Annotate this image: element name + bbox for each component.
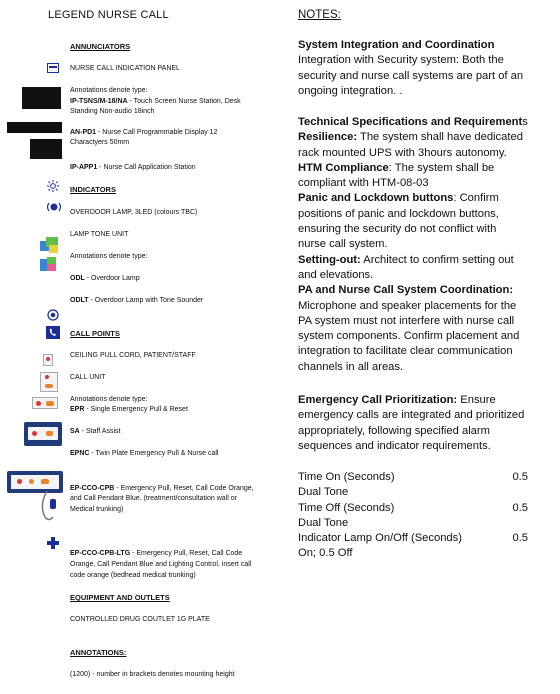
ecp-line2: emergency calls are integrated and prioritized: [298, 409, 525, 422]
ecp-line1: Emergency Call Prioritization: Ensure: [298, 394, 496, 406]
pa-line3: system components. Confirm placement and: [298, 330, 520, 343]
resilience-line2: rack mounted UPS with 3hours autonomy.: [298, 146, 507, 159]
sa-line: SA - Staff Assist: [70, 428, 121, 435]
ip-tsns-line2: Standing Non-audio 18inch: [70, 108, 155, 115]
ecp-line4: sequences and indicator requirements.: [298, 439, 491, 452]
pa-line2: PA system must not interfere with nurse call: [298, 314, 515, 327]
pa-line4: integration to facilitate clear communication: [298, 345, 513, 358]
time-off-row: [298, 501, 528, 516]
indicators-heading: INDICATORS: [70, 185, 116, 194]
panic-line2: positions of panic and lockdown buttons,: [298, 207, 499, 220]
ceiling-pull-label: CEILING PULL CORD, PATIENT/STAFF: [70, 352, 196, 359]
ep-cco-cpb-line2: and Call Pendant Blue. (treatment/consultation wall or: [70, 495, 237, 502]
ip-app1-line: IP-APP1 - Nurse Call Application Station: [70, 164, 196, 171]
ip-tsns-line: IP-TSNS/M-18/NA - Touch Screen Nurse Station, Desk: [70, 98, 241, 105]
pull-cord-icon: [43, 354, 53, 366]
sa-icon: [24, 422, 62, 446]
call-unit-icon: [40, 372, 58, 392]
phone-icon: [46, 326, 60, 339]
lamp-tone-label: LAMP TONE UNIT: [70, 231, 129, 238]
epr-line: EPR - Single Emergency Pull & Reset: [70, 406, 188, 413]
pa-line1: Microphone and speaker placements for the: [298, 299, 517, 312]
epnc-line: EPNC - Twin Plate Emergency Pull & Nurse call: [70, 450, 219, 457]
call-points-heading: CALL POINTS: [70, 329, 120, 338]
time-on-row: [298, 470, 528, 485]
display-icon: [7, 122, 62, 133]
pendant-icon: [7, 467, 63, 523]
annotations-denote-1: Annotations denote type:: [70, 87, 148, 94]
an-pd1-line2: Charactyers 50mm: [70, 139, 130, 146]
odl-icon: [40, 257, 60, 273]
touch-screen-icon: [22, 87, 61, 109]
call-unit-label: CALL UNIT: [70, 374, 106, 381]
odlt-line: ODLT - Overdoor Lamp with Tone Sounder: [70, 297, 204, 304]
time-on-value: 0.5: [512, 471, 528, 483]
htm-line1: HTM Compliance: The system shall be: [298, 161, 495, 174]
legend-title: LEGEND NURSE CALL: [48, 9, 169, 21]
system-integration-block: [298, 38, 544, 99]
epr-icon: [32, 397, 58, 409]
lamp-onoff-label: Indicator Lamp On/Off (Seconds): [298, 532, 462, 544]
setout-line1: Setting-out: Architect to confirm setting out: [298, 253, 514, 266]
nurse-panel-icon: [47, 63, 59, 73]
resilience-line1: Resilience: The system shall have dedicated: [298, 131, 523, 144]
notes-title: NOTES:: [298, 9, 341, 21]
sys-int-line2: security and nurse call systems are part of an: [298, 69, 524, 82]
annunciators-heading: ANNUNCIATORS: [70, 42, 131, 51]
emergency-call-block: [298, 393, 544, 454]
circle-icon: [47, 308, 59, 320]
technical-spec-block: [298, 115, 544, 375]
lamp-tone-icon: [40, 237, 60, 255]
panic-line4: nurse call system.: [298, 238, 388, 251]
setout-line2: and elevations.: [298, 268, 374, 281]
panic-line3: ensuring the security do not conflict with: [298, 223, 497, 236]
ep-cco-cpb-line3: Medical trunking): [70, 506, 124, 513]
drug-coutlet-label: CONTROLLED DRUG COUTLET 1G PLATE: [70, 616, 210, 623]
overdoor-lamp-label: OVERDOOR LAMP, 3LED (colours TBC): [70, 209, 198, 216]
sys-int-heading: System Integration and Coordination: [298, 39, 495, 51]
app-station-icon: [30, 139, 62, 159]
cross-icon: [47, 537, 59, 549]
dual-tone-2: Dual Tone: [298, 517, 349, 529]
an-pd1-line: AN-PD1 - Nurse Call Programmable Display 12: [70, 129, 218, 136]
sun-icon: [47, 179, 59, 191]
mounting-note: (1200) - number in brackets denotes mounting height: [70, 671, 235, 678]
ep-cco-cpb-line: EP-CCO-CPB - Emergency Pull, Reset, Call Code Orange,: [70, 485, 254, 492]
panic-line1: Panic and Lockdown buttons: Confirm: [298, 192, 499, 205]
ep-cco-cpb-ltg-line3: code orange (bedhead medical trunking): [70, 572, 196, 579]
lamp-onoff-tail: On; 0.5 Off: [298, 547, 353, 559]
sys-int-line1: Integration with Security system: Both the: [298, 54, 504, 67]
ecp-line3: appropriately, following specified alarm: [298, 424, 490, 437]
ep-cco-cpb-ltg-line2: Orange, Call Pendant Blue and Lighting Control, insert call: [70, 561, 252, 568]
time-off-label: Time Off (Seconds): [298, 502, 395, 514]
odl-line: ODL - Overdoor Lamp: [70, 275, 140, 282]
annotations-heading: ANNOTATIONS:: [70, 648, 127, 657]
pa-heading: PA and Nurse Call System Coordination:: [298, 284, 514, 297]
dual-tone-1: Dual Tone: [298, 486, 349, 498]
overdoor-lamp-icon: [46, 200, 62, 212]
nurse-panel-label: NURSE CALL INDICATION PANEL: [70, 65, 180, 72]
equipment-heading: EQUIPMENT AND OUTLETS: [70, 593, 170, 602]
time-off-value: 0.5: [512, 502, 528, 514]
annotations-denote-2: Annotations denote type:: [70, 253, 148, 260]
lamp-onoff-value: 0.5: [512, 532, 528, 544]
sys-int-line3: ongoing integration. .: [298, 84, 403, 97]
ep-cco-cpb-ltg-line: EP-CCO-CPB-LTG - Emergency Pull, Reset, Call Code: [70, 550, 243, 557]
time-on-label: Time On (Seconds): [298, 471, 395, 483]
pa-line5: channels in all areas.: [298, 360, 404, 373]
tech-heading: Technical Specifications and Requirements: [298, 116, 528, 128]
annotations-denote-3: Annotations denote type:: [70, 396, 148, 403]
lamp-onoff-row: [298, 531, 528, 546]
htm-line2: compliant with HTM-08-03: [298, 177, 429, 190]
